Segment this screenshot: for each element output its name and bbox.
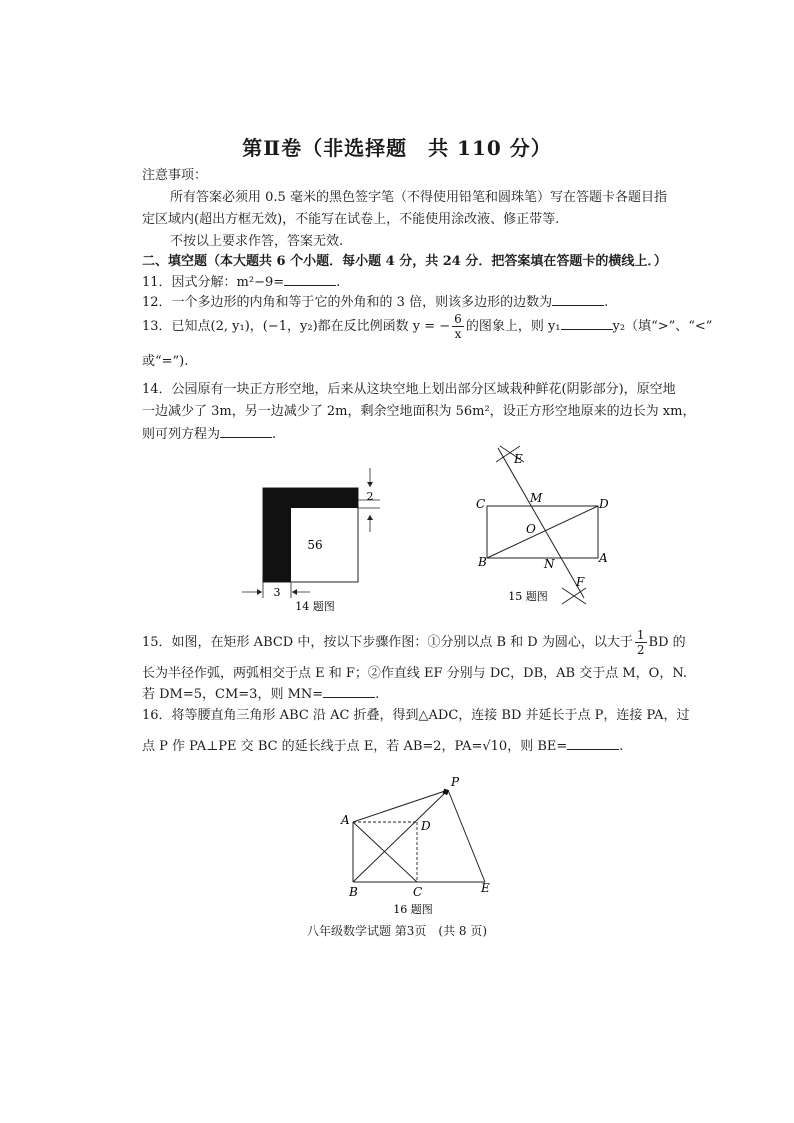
fig15-caption: 15 题图 xyxy=(508,590,548,603)
q16-end: . xyxy=(619,739,624,754)
q15-frac-den: 2 xyxy=(636,643,645,657)
q14-line-2: 一边减少了 3m，另一边减少了 2m，剩余空地面积为 56m²，设正方形空地原来的边长为 xm， xyxy=(142,404,696,419)
fig15-label-e: E xyxy=(514,452,523,466)
fig16-segment-ap xyxy=(353,790,448,822)
fig16-label-a: A xyxy=(341,813,350,827)
q16-line-1: 16．将等腰直角三角形 ABC 沿 AC 折叠，得到△ADC，连接 BD 并延长于点 P，连接 PA，过 xyxy=(142,708,690,723)
q15-line-3 xyxy=(142,684,379,705)
q14-end: . xyxy=(272,427,277,442)
q16-answer-blank xyxy=(567,736,619,750)
q13-answer-blank xyxy=(561,316,613,330)
fig16-segment-pe xyxy=(448,790,485,882)
fig16-label-c: C xyxy=(413,885,423,899)
q11-answer-blank xyxy=(284,272,336,286)
fig14-arrowhead xyxy=(367,482,373,487)
fig15-line-ef xyxy=(498,448,584,598)
question-12 xyxy=(142,292,608,313)
fig16-label-p: P xyxy=(451,775,460,789)
q12-answer-blank xyxy=(552,292,604,306)
fig15-label-n: N xyxy=(544,557,555,571)
fig14-caption: 14 题图 xyxy=(295,600,335,613)
q11-expr: m²−9= xyxy=(236,275,285,290)
fig14-arrowhead xyxy=(257,589,262,595)
fig15-label-o: O xyxy=(526,522,536,536)
q15-line-1b: BD 的 xyxy=(648,635,686,650)
q13-prefix: 13．已知点(2, y₁)，(−1，y₂)都在反比例函数 y = − xyxy=(142,319,451,334)
fig15-label-m: M xyxy=(530,491,543,505)
fig15-label-c: C xyxy=(476,497,486,511)
q15-line-3-text: 若 DM=5，CM=3，则 MN= xyxy=(142,687,324,702)
q15-line-1 xyxy=(142,628,686,658)
q15-end: . xyxy=(375,687,380,702)
q15-line-1a: 15．如图，在矩形 ABCD 中，按以下步骤作图：①分别以点 B 和 D 为圆心，以大于 xyxy=(142,635,633,650)
figure-14 xyxy=(230,460,390,615)
figure-16 xyxy=(335,772,505,922)
figure-15 xyxy=(470,440,620,610)
fig15-label-b: B xyxy=(478,555,487,569)
fig15-label-a: A xyxy=(599,551,608,565)
q15-frac-num: 1 xyxy=(636,628,645,642)
fig14-area-label: 56 xyxy=(307,538,323,552)
fig14-arrowhead xyxy=(367,515,373,520)
page-title: 第Ⅱ卷（非选择题 共 110 分） xyxy=(242,136,552,160)
fig14-arrowhead xyxy=(292,589,297,595)
fig15-diagonal-bd xyxy=(487,506,598,558)
q12-end: . xyxy=(604,295,609,310)
fig16-label-d: D xyxy=(421,819,431,833)
notice-line-3: 不按以上要求作答，答案无效. xyxy=(170,234,344,249)
q13-fraction xyxy=(452,312,464,341)
q14-answer-blank xyxy=(220,424,272,438)
q13-line-2: 或“=”). xyxy=(142,354,189,369)
notice-heading: 注意事项： xyxy=(142,168,208,183)
q14-line-3 xyxy=(142,424,276,445)
q16-line-2-text: 点 P 作 PA⊥PE 交 BC 的延长线于点 E，若 AB=2，PA=√10，则 BE= xyxy=(142,739,568,754)
fig14-left-dim: 3 xyxy=(273,586,281,599)
question-11: 11．因式分解：m²−9= . xyxy=(142,272,340,293)
notice-line-2: 定区域内(超出方框无效)，不能写在试卷上，不能使用涂改液、修正带等. xyxy=(142,212,560,227)
q15-answer-blank xyxy=(323,684,375,698)
q13-frac-den: x xyxy=(454,327,462,341)
fig16-label-b: B xyxy=(349,885,358,899)
fig15-label-f: F xyxy=(576,575,585,589)
fig16-caption: 16 题图 xyxy=(393,903,433,916)
q14-line-3-text: 则可列方程为 xyxy=(142,427,221,442)
q13-frac-num: 6 xyxy=(454,312,462,326)
question-13 xyxy=(142,312,712,342)
fig16-label-e: E xyxy=(481,881,490,895)
section-heading: 二、填空题（本大题共 6 个小题．每小题 4 分，共 24 分．把答案填在答题卡的横线上．） xyxy=(142,254,667,269)
q13-after: y₂（填“>”、“<” xyxy=(612,319,713,334)
q11-prefix: 11．因式分解： xyxy=(142,275,237,290)
q15-fraction xyxy=(635,628,647,657)
notice-line-1: 所有答案必须用 0.5 毫米的黑色签字笔（不得使用铅笔和圆珠笔）写在答题卡各题目指 xyxy=(170,190,667,205)
q12-text: 12．一个多边形的内角和等于它的外角和的 3 倍，则该多边形的边数为 xyxy=(142,295,553,310)
q13-middle: 的图象上，则 y₁ xyxy=(465,319,561,334)
fig15-label-d: D xyxy=(599,497,609,511)
q14-line-1: 14．公园原有一块正方形空地，后来从这块空地上划出部分区域栽种鲜花(阴影部分)，原空地 xyxy=(142,382,676,397)
page-footer: 八年级数学试题 第3页 (共 8 页) xyxy=(306,924,488,938)
q16-line-2 xyxy=(142,736,623,757)
fig14-top-dim: 2 xyxy=(366,490,374,503)
q15-line-2: 长为半径作弧，两弧相交于点 E 和 F；②作直线 EF 分别与 DC，DB，AB 交于点 M，O，N. xyxy=(142,666,688,681)
